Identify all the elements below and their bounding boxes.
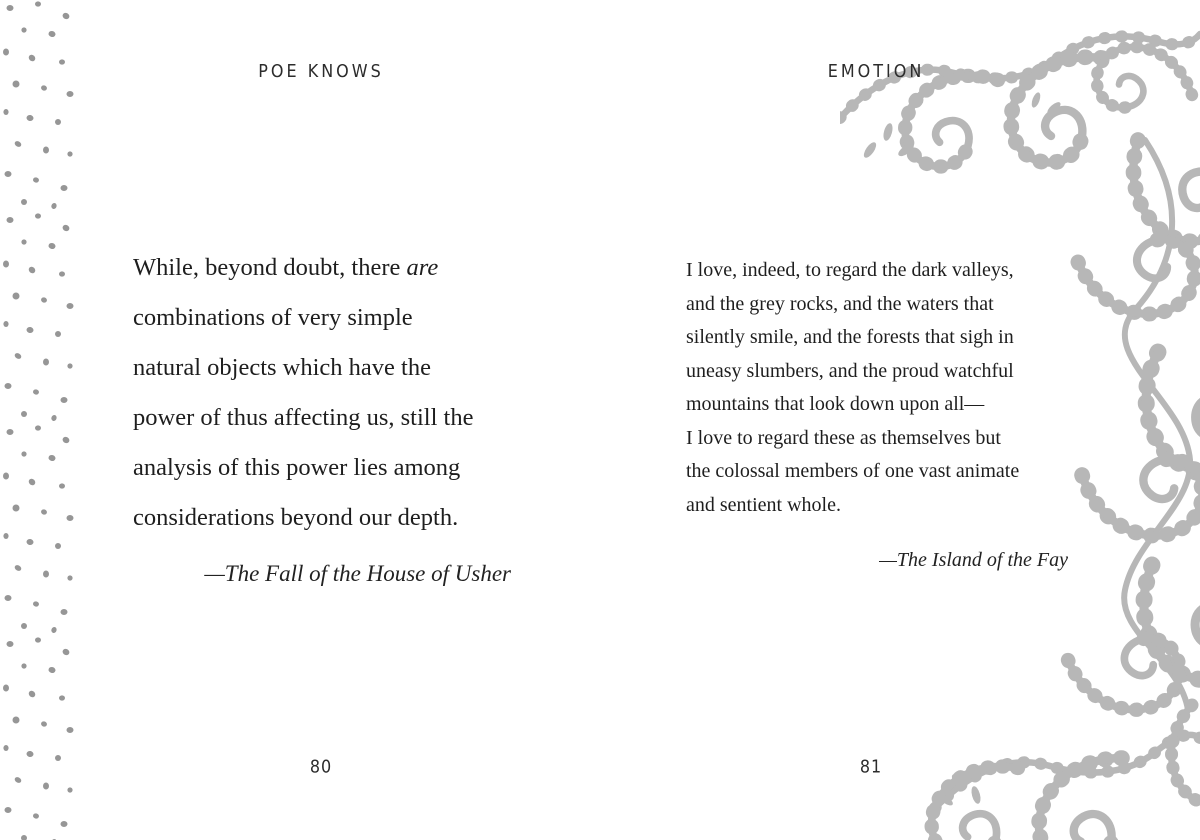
quote-line: and sentient whole. bbox=[686, 493, 841, 516]
right-attribution: —The Island of the Fay bbox=[879, 549, 1068, 571]
quote-line: the colossal members of one vast animate bbox=[686, 460, 1020, 482]
quote-line: considerations beyond our depth. bbox=[133, 504, 459, 531]
right-quote bbox=[686, 254, 1019, 522]
left-attribution: —The Fall of the House of Usher bbox=[204, 561, 511, 586]
right-page-number: 81 bbox=[859, 756, 883, 777]
left-running-head: POE KNOWS bbox=[258, 60, 384, 82]
quote-line: mountains that look down upon all— bbox=[686, 393, 985, 415]
quote-line: I love to regard these as themselves but bbox=[686, 426, 1001, 449]
flourish-right-edge bbox=[1066, 140, 1200, 734]
quote-line: and the grey rocks, and the waters that bbox=[686, 292, 994, 315]
quote-line: power of thus affecting us, still the bbox=[133, 404, 474, 431]
flourish-top bbox=[840, 28, 1200, 171]
quote-line: combinations of very simple bbox=[133, 304, 413, 331]
quote-line: analysis of this power lies among bbox=[133, 454, 461, 481]
left-quote bbox=[133, 243, 473, 543]
quote-line: natural objects which have the bbox=[133, 354, 431, 381]
quote-line: uneasy slumbers, and the proud watchful bbox=[686, 359, 1014, 382]
right-running-head: EMOTION bbox=[827, 60, 925, 82]
quote-line: While, beyond doubt, there are bbox=[133, 254, 439, 281]
quote-line: I love, indeed, to regard the dark valleys, bbox=[686, 259, 1014, 281]
dot-pattern-band bbox=[0, 0, 80, 840]
left-page-number: 80 bbox=[309, 756, 333, 777]
emphasized-word: are bbox=[406, 254, 439, 281]
quote-line: silently smile, and the forests that sigh in bbox=[686, 326, 1014, 348]
